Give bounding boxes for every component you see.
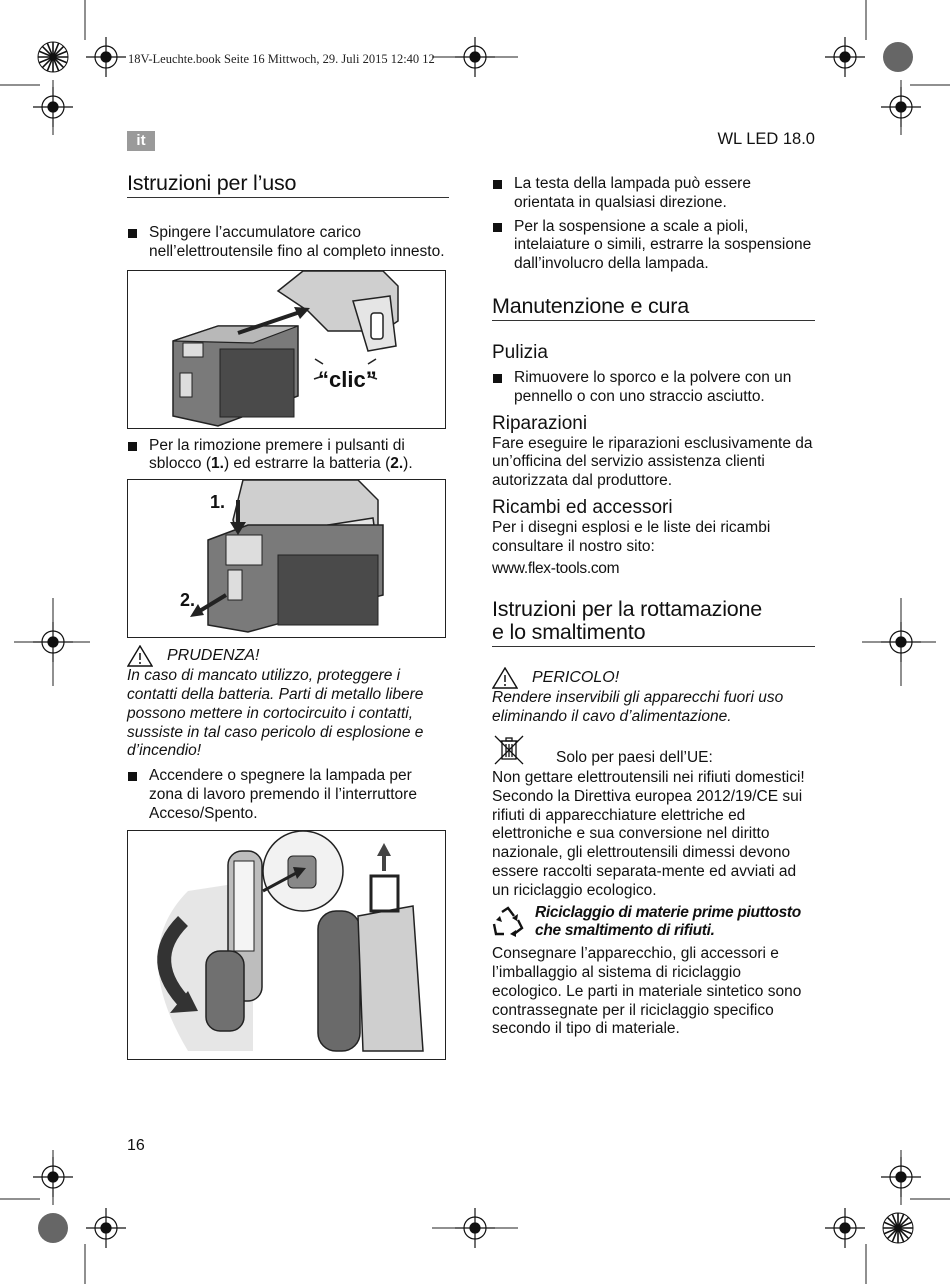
step-2-ref: 2. xyxy=(390,455,404,473)
click-label: “clic” xyxy=(318,366,377,392)
battery-remove-figure xyxy=(127,479,446,638)
hook-bullet: Per la sospensione a scale a pioli, intelaiature o simili, estrarre la sospensione dall’involucro della lampada. xyxy=(492,218,815,274)
step-2-label: 2. xyxy=(180,590,196,611)
page-number: 16 xyxy=(127,1137,145,1154)
right-column xyxy=(492,172,815,1039)
lamp-rotation-illustration xyxy=(128,831,445,1059)
eu-only-row xyxy=(492,733,815,767)
remove-text-1: Per la rimozione premere i pulsanti di sblocco ( xyxy=(149,436,405,473)
parts-text: Per i disegni esplosi e le liste dei ricambi consultare il nostro sito: xyxy=(492,518,771,555)
battery-remove-illustration xyxy=(128,480,445,637)
battery-insert-figure xyxy=(127,270,446,429)
caution-title: PRUDENZA! xyxy=(167,647,260,665)
recycling-title: Riciclaggio di materie prime piuttosto che smaltimento di rifiuti. xyxy=(535,903,801,940)
recycling-row xyxy=(492,904,815,942)
warning-triangle-icon xyxy=(127,645,153,667)
remove-text-3: ). xyxy=(403,455,413,473)
parts-heading: Ricambi ed accessori xyxy=(492,496,673,518)
caution-header xyxy=(127,645,449,667)
recycling-text: Consegnare l’apparecchio, gli accessori e l’imballaggio al sistema di riciclaggio ecologico. Le parti in materiale sintetico sono contrassegnate per il riciclaggio specifico secondo il tipo di materiale. xyxy=(492,945,802,1038)
disposal-heading-line1: Istruzioni per la rottamazione xyxy=(492,597,763,622)
battery-insert-illustration xyxy=(128,271,445,428)
eu-only-label: Solo per paesi dell’UE: xyxy=(556,748,713,766)
left-column xyxy=(127,172,449,1060)
cleaning-heading: Pulizia xyxy=(492,341,548,363)
cleaning-bullet: Rimuovere lo sporco e la polvere con un pennello o con uno straccio asciutto. xyxy=(492,369,815,407)
switch-rotate-figure xyxy=(127,830,446,1060)
danger-title: PERICOLO! xyxy=(532,669,620,687)
usage-heading: Istruzioni per l’uso xyxy=(127,172,449,198)
repair-text: Fare eseguire le riparazioni esclusivamente da un’officina del servizio assistenza clienti autorizzata dal produttore. xyxy=(492,434,813,490)
warning-triangle-icon xyxy=(492,667,518,689)
website-link[interactable]: www.flex-tools.com xyxy=(492,559,620,577)
insert-battery-bullet: Spingere l’accumulatore carico nell’elettroutensile fino al completo innesto. xyxy=(127,224,449,262)
model-name: WL LED 18.0 xyxy=(717,130,815,148)
print-header: 18V-Leuchte.book Seite 16 Mittwoch, 29. Juli 2015 12:40 12 xyxy=(128,52,435,66)
repair-heading: Riparazioni xyxy=(492,412,588,434)
caution-text: In caso di mancato utilizzo, proteggere i contatti della batteria. Parti di metallo libere possono mettere in cortocircuito i contatti, sussiste in tal caso pericolo di esplosione e d’incendio! xyxy=(127,667,424,760)
disposal-heading-line2: e lo smaltimento xyxy=(492,620,646,645)
eu-directive-text: Non gettare elettroutensili nei rifiuti domestici! Secondo la Direttiva europea 2012/19/CE sui rifiuti di apparecchiature elettriche ed elettroniche e sua conversione nel diritto nazionale, gli elettroutensili dimessi devono essere raccolti separata-mente ed avviati ad un riciclaggio ecologico. xyxy=(492,768,805,899)
danger-header xyxy=(492,667,815,689)
recycling-icon xyxy=(492,906,524,938)
maintenance-heading: Manutenzione e cura xyxy=(492,295,815,321)
head-orientation-bullet: La testa della lampada può essere orientata in qualsiasi direzione. xyxy=(492,175,815,213)
danger-text: Rendere inservibili gli apparecchi fuori uso eliminando il cavo d’alimentazione. xyxy=(492,689,784,726)
disposal-heading xyxy=(492,598,815,647)
crossed-bin-icon xyxy=(492,733,526,767)
step-1-label: 1. xyxy=(210,492,226,513)
switch-bullet: Accendere o spegnere la lampada per zona di lavoro premendo il l’interruttore Acceso/Spento. xyxy=(127,767,449,823)
step-1-ref: 1. xyxy=(211,455,224,473)
remove-battery-bullet xyxy=(127,437,449,475)
language-badge: it xyxy=(127,131,155,151)
remove-text-2: ) ed estrarre la batteria ( xyxy=(223,455,391,473)
